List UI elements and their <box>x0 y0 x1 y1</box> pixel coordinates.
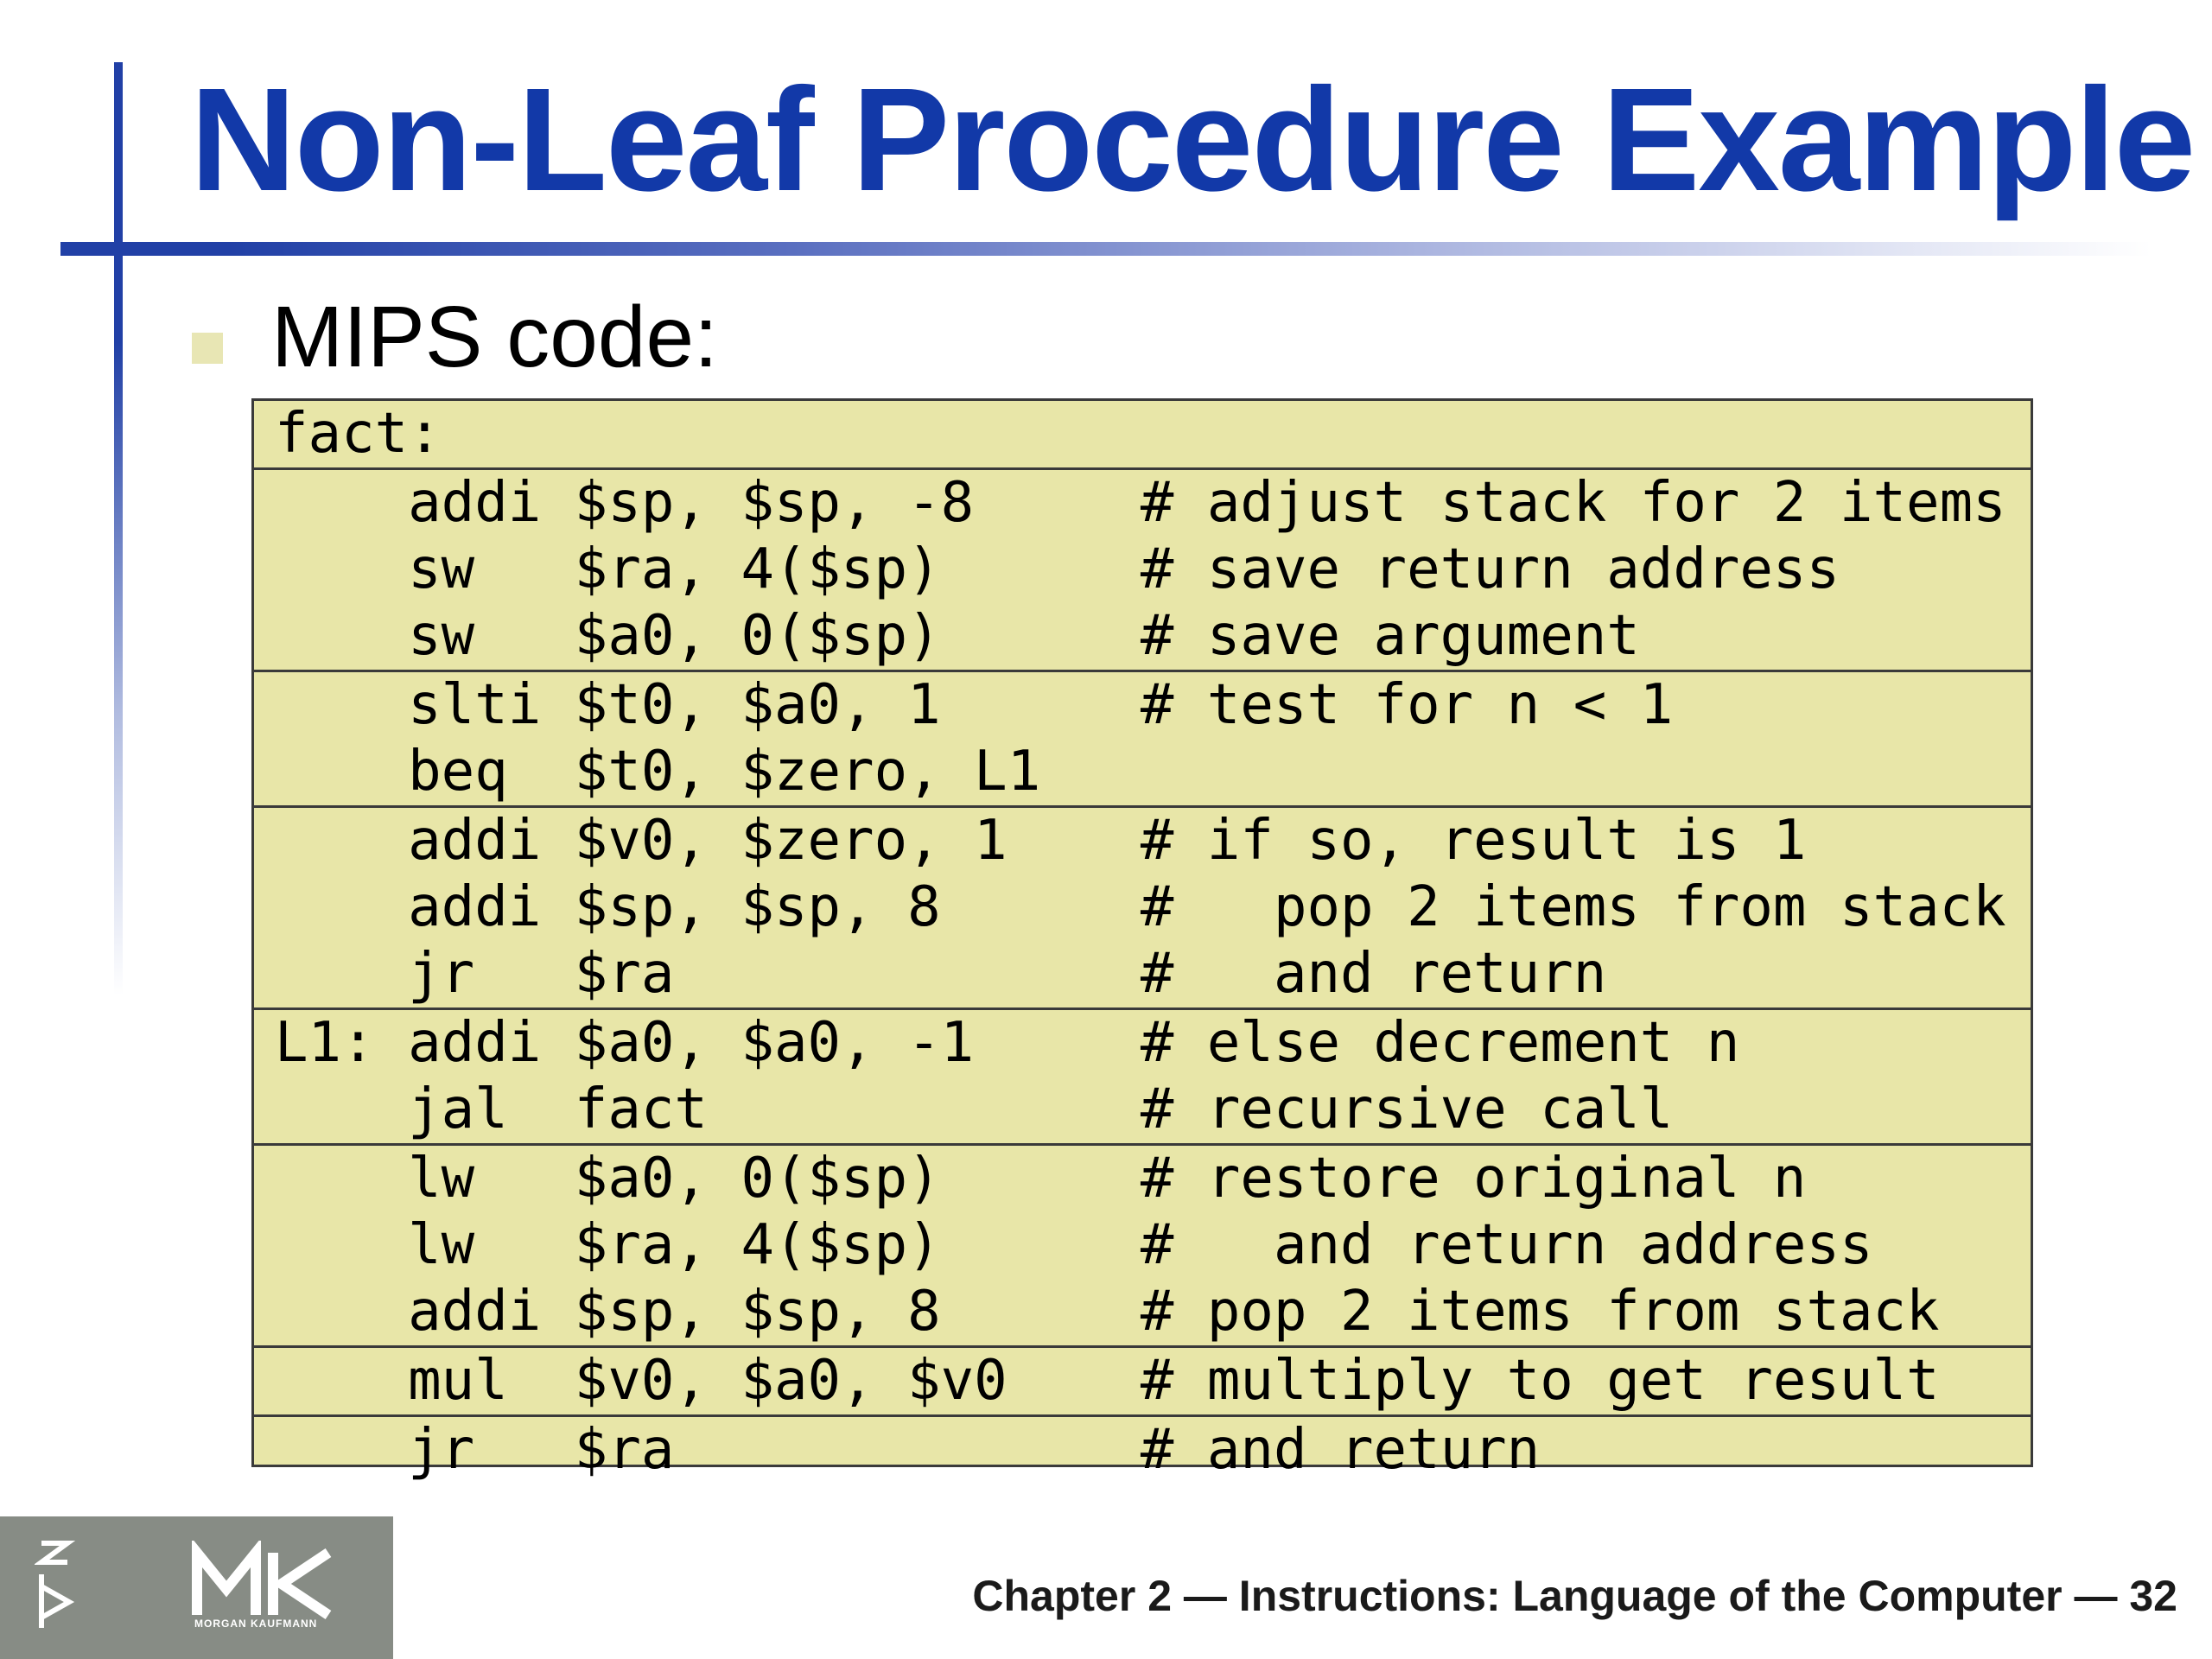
code-line: jal fact # recursive call <box>275 1077 1674 1141</box>
code-line: addi $v0, $zero, 1 # if so, result is 1 <box>275 809 1807 873</box>
code-line: beq $t0, $zero, L1 <box>275 740 1041 804</box>
code-line: sw $a0, 0($sp) # save argument <box>275 604 1640 668</box>
code-group-label <box>254 401 2031 467</box>
bullet-text: MIPS code: <box>271 289 718 385</box>
code-line: jr $ra # and return <box>275 942 1607 1006</box>
footer-chapter-text: Chapter 2 — Instructions: Language of the Computer — 32 <box>972 1572 2177 1620</box>
code-line: slti $t0, $a0, 1 # test for n < 1 <box>275 673 1674 737</box>
code-line: fact: <box>275 402 442 466</box>
title-vertical-bar <box>114 62 123 995</box>
code-group-base-case <box>254 805 2031 1007</box>
code-group-recursion <box>254 1007 2031 1143</box>
code-line: lw $ra, 4($sp) # and return address <box>275 1213 1873 1277</box>
code-line: addi $sp, $sp, 8 # pop 2 items from stack <box>275 1280 1940 1344</box>
code-line: addi $sp, $sp, -8 # adjust stack for 2 items <box>275 471 2006 535</box>
code-group-restore <box>254 1143 2031 1345</box>
code-line: mul $v0, $a0, $v0 # multiply to get result <box>275 1349 1940 1413</box>
logo-subtext: MORGAN KAUFMANN <box>194 1618 318 1630</box>
code-line: sw $ra, 4($sp) # save return address <box>275 537 1840 601</box>
code-group-multiply <box>254 1345 2031 1414</box>
code-block <box>251 398 2033 1482</box>
title-underline-bar <box>60 242 2152 256</box>
code-line: jr $ra # and return <box>275 1418 1541 1482</box>
code-group-return <box>254 1414 2031 1484</box>
code-group-test <box>254 670 2031 805</box>
bullet-square-icon <box>192 333 223 364</box>
code-line: L1: addi $a0, $a0, -1 # else decrement n <box>275 1011 1740 1075</box>
publisher-logo-rotated-icon <box>35 1538 95 1633</box>
code-line: addi $sp, $sp, 8 # pop 2 items from stack <box>275 875 2006 939</box>
code-group-prologue <box>254 467 2031 670</box>
slide-title: Non-Leaf Procedure Example <box>190 58 2195 222</box>
code-line: lw $a0, 0($sp) # restore original n <box>275 1147 1807 1211</box>
